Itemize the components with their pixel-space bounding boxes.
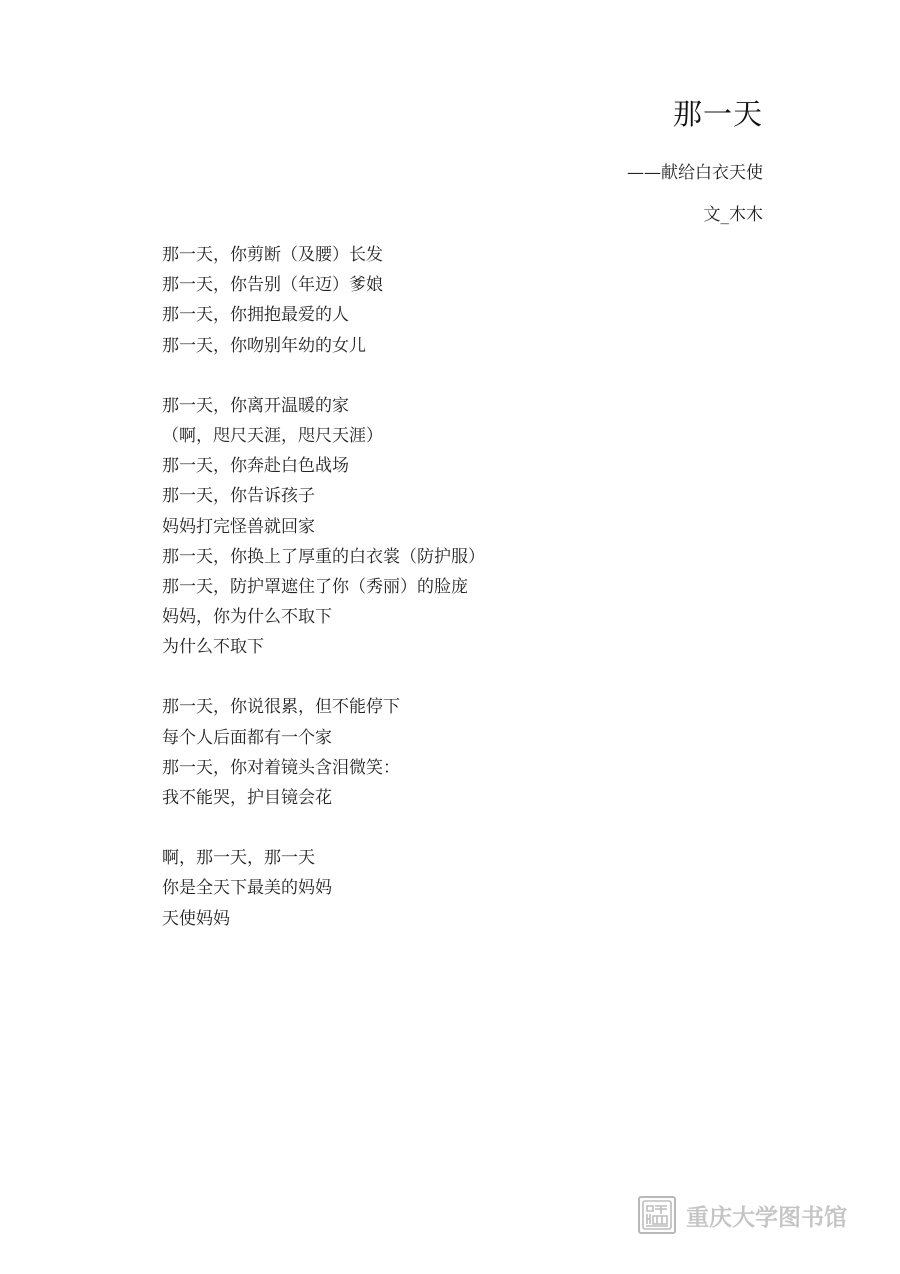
- stanza: [162, 391, 762, 663]
- poem-body: [162, 240, 762, 964]
- poem-subtitle: ——献给白衣天使: [627, 163, 763, 183]
- poem-line: （啊，咫尺天涯，咫尺天涯）: [162, 425, 383, 446]
- poem-line: 那一天，你告别（年迈）爹娘: [162, 275, 383, 296]
- stanza: [162, 843, 762, 934]
- poem-line: 那一天，你对着镜头含泪微笑：: [162, 757, 400, 778]
- poem-line: 那一天，你离开温暖的家: [162, 395, 349, 416]
- poem-line: 每个人后面都有一个家: [162, 727, 332, 748]
- poem-line: 妈妈，你为什么不取下: [162, 607, 332, 628]
- poem-line: 那一天，防护罩遮住了你（秀丽）的脸庞: [162, 576, 468, 597]
- poem-line: 啊，那一天，那一天: [162, 848, 315, 869]
- poem-line: 你是全天下最美的妈妈: [162, 878, 332, 899]
- poem-title: 那一天: [672, 97, 763, 131]
- poem-line: 那一天，你吻别年幼的女儿: [162, 335, 366, 356]
- poem-line: 我不能哭，护目镜会花: [162, 788, 332, 808]
- poem-line: 那一天，你告诉孩子: [162, 486, 315, 507]
- poem-line: 那一天，你奔赴白色战场: [162, 456, 349, 477]
- stanza: [162, 240, 762, 361]
- library-seal-icon: [638, 1196, 676, 1234]
- poem-line: 妈妈打完怪兽就回家: [162, 516, 315, 537]
- poem-line: 天使妈妈: [162, 908, 230, 929]
- poem-line: 那一天，你剪断（及腰）长发: [162, 245, 383, 265]
- library-watermark: [638, 1194, 863, 1236]
- poem-author: 文_木木: [703, 205, 763, 225]
- stanza: [162, 692, 762, 813]
- poem-line: 那一天，你说很累，但不能停下: [162, 697, 400, 718]
- poem-line: 那一天，你拥抱最爱的人: [162, 305, 349, 326]
- watermark-text: 重庆大学图书馆: [686, 1204, 847, 1231]
- poem-line: 那一天，你换上了厚重的白衣裳（防护服）: [162, 546, 485, 567]
- poem-line: 为什么不取下: [162, 637, 264, 658]
